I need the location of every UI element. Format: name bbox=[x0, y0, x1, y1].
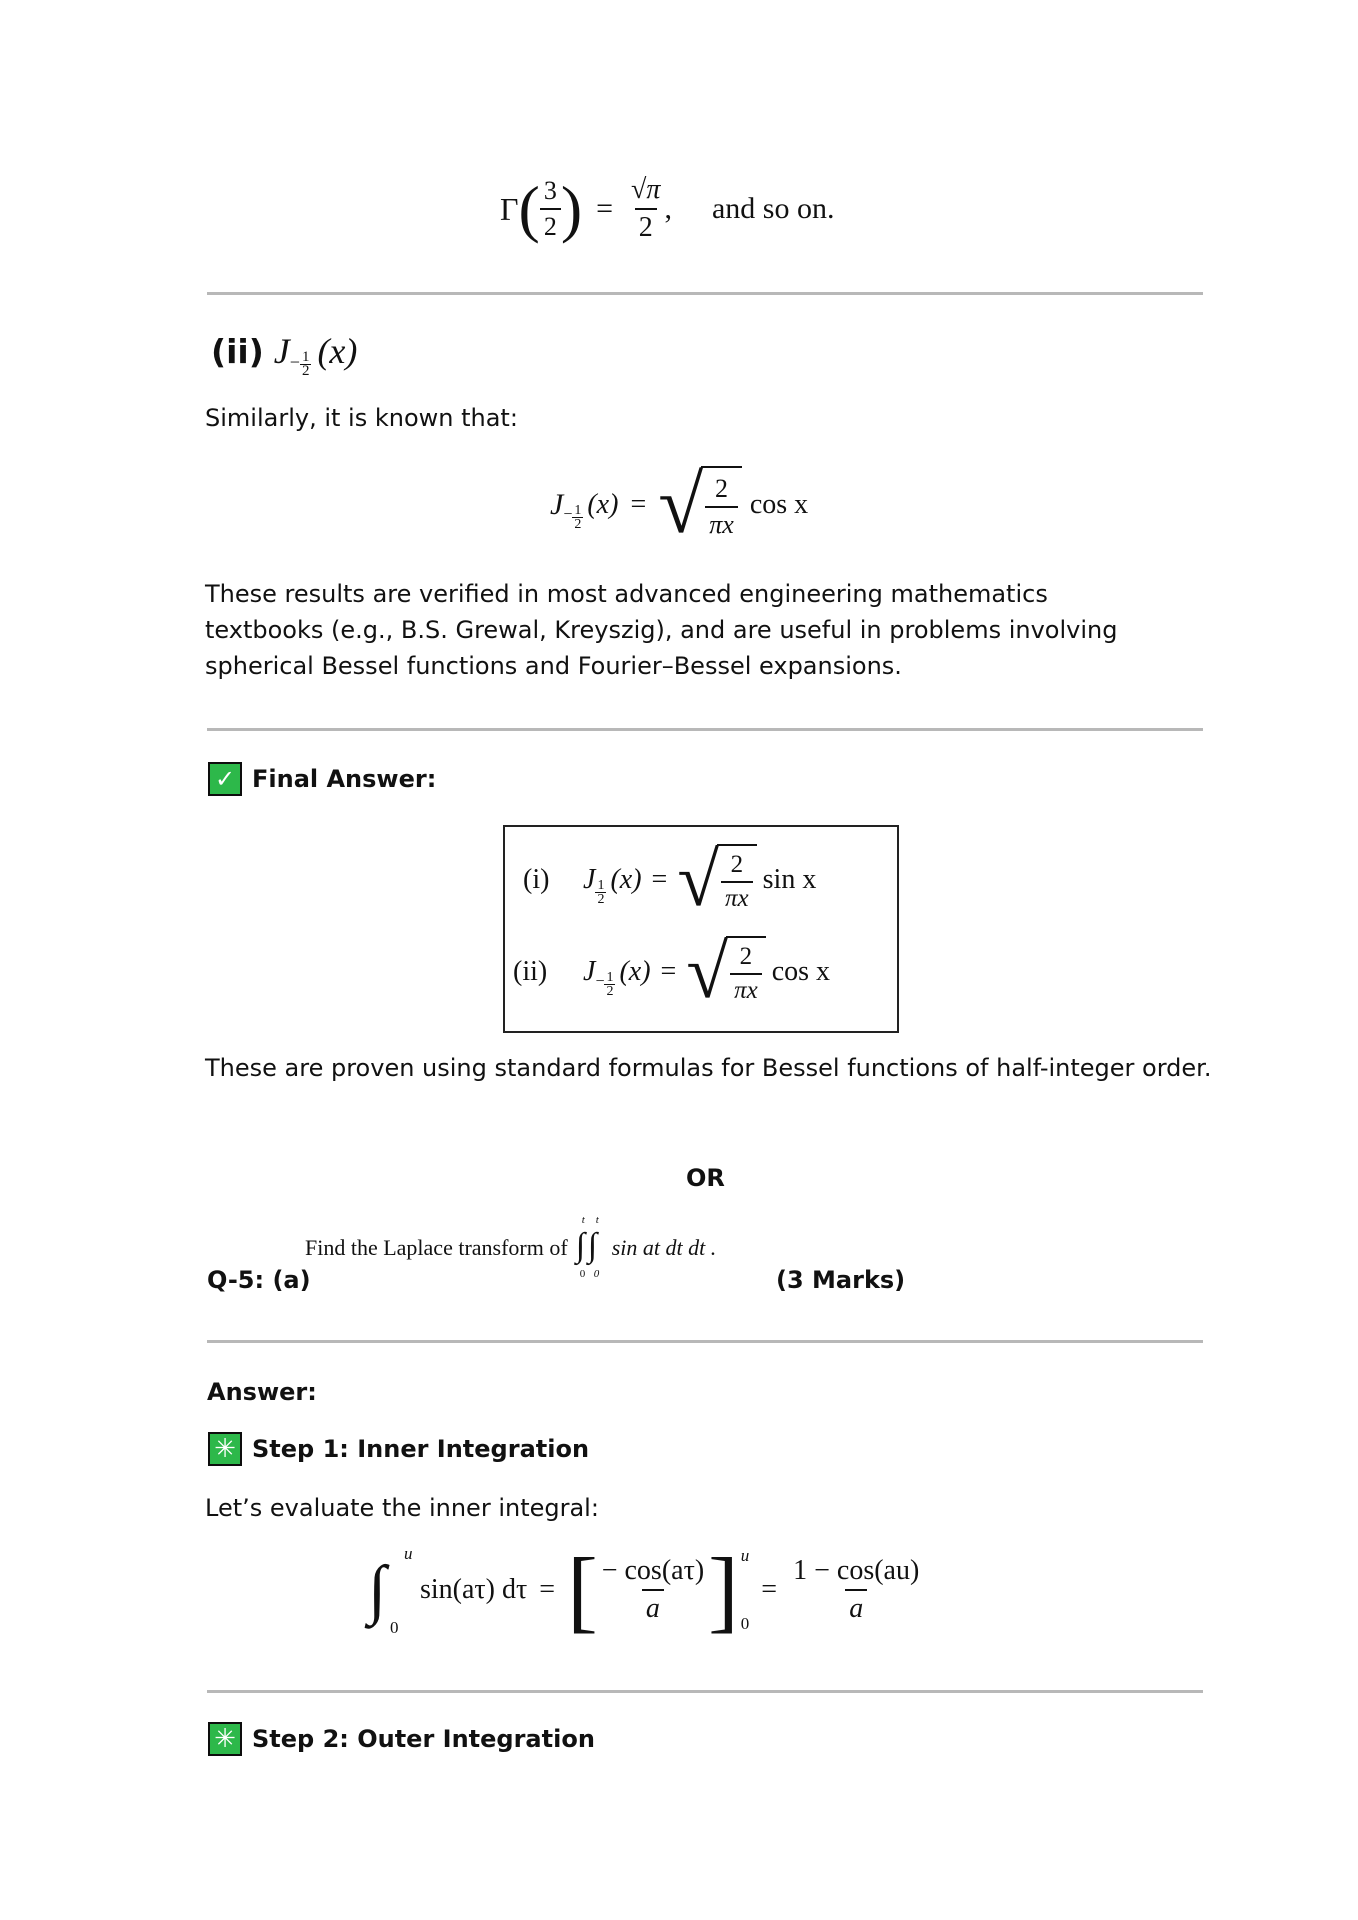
step-2-title: Step 2: Outer Integration bbox=[252, 1725, 595, 1753]
integrand: sin at dt dt . bbox=[611, 1235, 717, 1260]
comma: , bbox=[664, 192, 672, 225]
step-1-heading bbox=[208, 1432, 589, 1466]
question-marks: (3 Marks) bbox=[776, 1266, 906, 1294]
bessel-j: J bbox=[550, 488, 564, 521]
gamma-equation bbox=[500, 164, 834, 254]
integrand: sin(aτ) dτ bbox=[420, 1574, 528, 1605]
divider-1 bbox=[207, 292, 1203, 295]
result-fraction: $\frac{1 - \cos(au)}{a}$ bbox=[793, 1555, 920, 1624]
equals-sign: = bbox=[596, 192, 614, 225]
divider-4 bbox=[207, 1690, 1203, 1693]
equals-sign: = bbox=[630, 489, 647, 520]
radical-icon: √ bbox=[686, 929, 729, 1014]
trig-term: cos x bbox=[749, 489, 809, 520]
right-bracket: ] bbox=[708, 1539, 739, 1641]
answer-row-2: (ii) J − $\frac{1}{2}$ (x) = √ $\frac{2}{\pi x}$ cos x bbox=[513, 929, 831, 1014]
question-text: Find the Laplace transform of ∫ ∫ t t 0 0 sin at dt dt . bbox=[305, 1214, 717, 1280]
right-paren: ) bbox=[560, 173, 583, 244]
radical-icon: √ bbox=[677, 837, 720, 922]
equation-ii bbox=[550, 459, 809, 551]
or-separator: OR bbox=[686, 1164, 725, 1192]
and-so-on: and so on. bbox=[711, 192, 835, 225]
cos-fraction: $\frac{- \cos(a\tau)}{a}$ bbox=[601, 1555, 705, 1624]
step-1-title: Step 1: Inner Integration bbox=[252, 1435, 590, 1463]
inner-integral-equation: ∫ u 0 sin(aτ) dτ = [ $\frac{- \cos(a\tau)}{a}$ ] u 0 = $\frac{1 - \cos(au)}{a}$ bbox=[368, 1540, 923, 1640]
integral-sign-icon: ∫ bbox=[587, 1227, 598, 1264]
radical-icon: √ bbox=[658, 459, 704, 551]
divider-3 bbox=[207, 1340, 1203, 1343]
similarly-text: Similarly, it is known that: bbox=[205, 404, 518, 432]
argument: (x) bbox=[317, 331, 358, 371]
asterisk-icon: ✳ bbox=[208, 1722, 242, 1756]
divider-2 bbox=[207, 728, 1203, 731]
check-icon: ✓ bbox=[208, 762, 242, 796]
final-answer-heading bbox=[208, 762, 436, 796]
answer-label: Answer: bbox=[207, 1378, 317, 1406]
sqrt-pi-fraction: $\frac{√\pi}{2}$ bbox=[631, 174, 661, 243]
double-integral: ∫ ∫ t t 0 0 bbox=[575, 1214, 600, 1280]
argument: (x) bbox=[587, 489, 619, 520]
bracket-limits: u 0 bbox=[740, 1546, 750, 1633]
final-answer-label: Final Answer: bbox=[252, 765, 437, 793]
sqrt-fraction: $\frac{2}{\pi x}$ bbox=[705, 474, 738, 540]
subscript-sign: − bbox=[563, 506, 573, 523]
sqrt bbox=[658, 459, 742, 551]
bessel-j: J bbox=[273, 331, 290, 371]
proven-text: These are proven using standard formulas for Bessel functions of half-integer order. bbox=[205, 1054, 1212, 1082]
subscript-fraction: $\frac{1}{2}$ bbox=[301, 348, 310, 379]
integral-sign-icon: ∫ bbox=[575, 1227, 586, 1264]
gamma-symbol: Γ bbox=[500, 190, 519, 227]
left-bracket: [ bbox=[567, 1539, 598, 1641]
asterisk-icon: ✳ bbox=[208, 1432, 242, 1466]
section-ii-heading bbox=[211, 326, 358, 379]
gamma-arg-fraction: $\frac{3}{2}$ bbox=[540, 176, 561, 242]
subscript-sign: − bbox=[289, 351, 300, 372]
step-1-intro: Let’s evaluate the inner integral: bbox=[205, 1494, 599, 1522]
left-paren: ( bbox=[518, 173, 540, 244]
question-number: Q-5: (a) bbox=[207, 1266, 311, 1294]
verify-text: These results are verified in most advanced engineering mathematics textbooks (e.g., B.S. Grewal, Kreyszig), and are useful in problems involving spherical Bessel functions and Fourier–Bessel expansions. bbox=[205, 580, 1118, 680]
step-2-heading bbox=[208, 1722, 595, 1756]
section-ii-label: (ii) bbox=[211, 331, 264, 371]
subscript-fraction: $\frac{1}{2}$ bbox=[574, 502, 582, 532]
final-answer-box bbox=[503, 825, 899, 1033]
answer-row-1: (i) J 1 2 (x) = √ $\frac{2}{\pi x}$ sin x bbox=[523, 837, 817, 922]
integral: ∫ u 0 bbox=[368, 1544, 413, 1637]
integral-sign-icon: ∫ bbox=[368, 1553, 387, 1626]
